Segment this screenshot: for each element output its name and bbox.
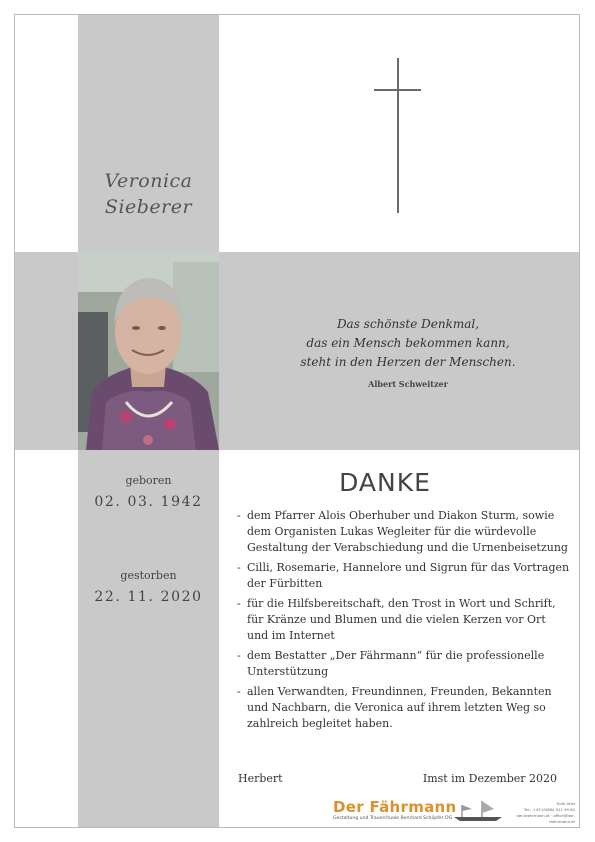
quote-line-1: Das schönste Denkmal, <box>336 317 480 331</box>
obituary-card <box>14 14 580 828</box>
brand-subtitle: Gestaltung und Trauerrituale Bernhard Schöpfer OG <box>333 816 453 821</box>
quote-line-2: das ein Mensch bekommen kann, <box>306 336 510 350</box>
deceased-name <box>78 168 219 220</box>
list-item: - dem Pfarrer Alois Oberhuber und Diakon Sturm, sowie dem Organisten Lukas Wegleiter für die würdevolle Gestaltung der Verabschiedung und die Urnenbeisetzung <box>237 509 568 554</box>
died-date: 22. 11. 2020 <box>94 589 203 605</box>
quote-author: Albert Schweitzer <box>368 379 448 389</box>
contact-info: Sutti Imst Tel.: +43 (0)664 911 99 60 der-faehrmann.at · office@der-faehrmann.at <box>516 801 575 824</box>
memorial-quote <box>283 315 533 394</box>
portrait-photo <box>78 252 219 450</box>
last-name: Sieberer <box>104 196 193 218</box>
list-item: - allen Verwandten, Freundinnen, Freunden, Bekannten und Nachbarn, die Veronica auf ihrem letzten Weg so zahlreich begleitet haben. <box>237 685 552 730</box>
born-label: geboren <box>125 474 172 487</box>
born-date: 02. 03. 1942 <box>94 494 203 510</box>
cross-beam <box>374 89 421 91</box>
first-name: Veronica <box>104 170 193 192</box>
thanks-list <box>237 508 572 736</box>
list-item: - dem Bestatter „Der Fährmann“ für die professionelle Unterstützung <box>237 649 545 678</box>
list-item: - Cilli, Rosemarie, Hannelore und Sigrun für das Vortragen der Fürbitten <box>237 561 570 590</box>
brand-logo-text: Der Fährmann <box>333 798 457 816</box>
list-item: - für die Hilfsbereitschaft, den Trost in Wort und Schrift, für Kränze und Blumen und die vielen Kerzen vor Ort und im Internet <box>237 597 556 642</box>
thanks-heading: DANKE <box>339 468 431 497</box>
quote-line-3: steht in den Herzen der Menschen. <box>300 355 516 369</box>
signature-place-date: Imst im Dezember 2020 <box>422 772 557 785</box>
boat-icon <box>452 797 504 823</box>
signature-name: Herbert <box>238 772 283 785</box>
died-label: gestorben <box>120 569 177 582</box>
cross-icon <box>397 58 399 213</box>
